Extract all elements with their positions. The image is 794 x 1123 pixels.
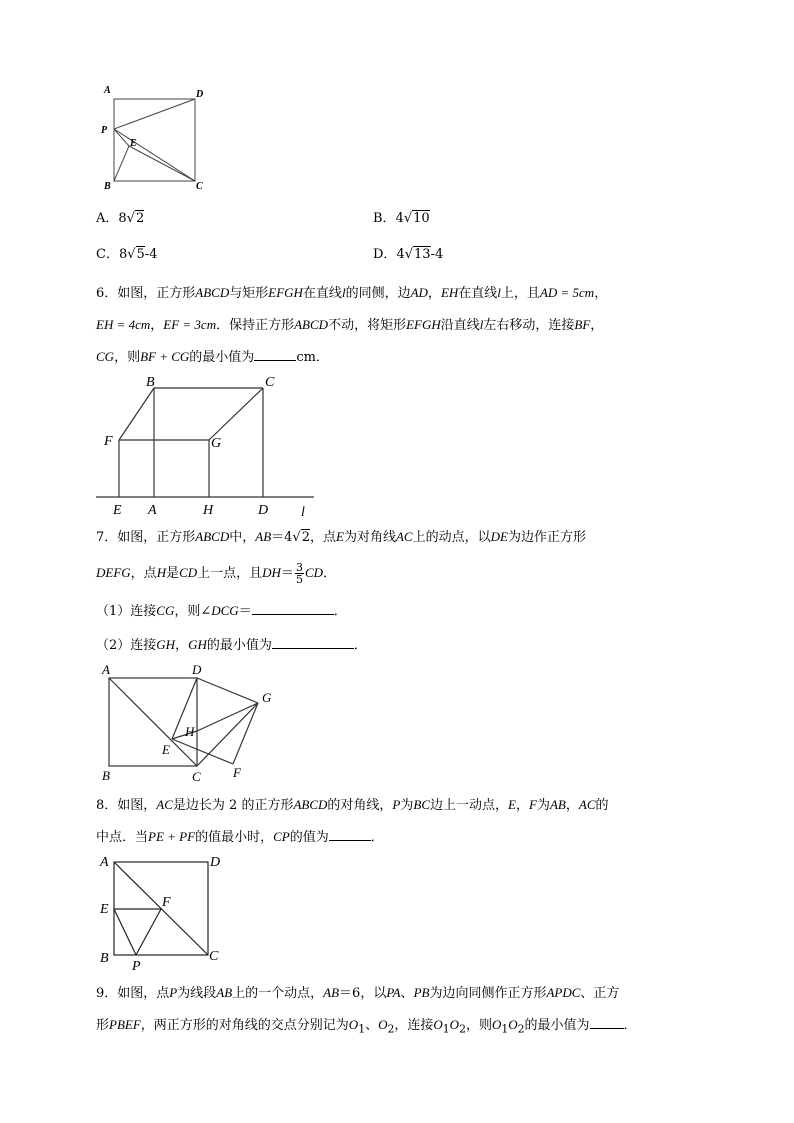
- q6-line-BF: [119, 388, 154, 440]
- q8-line-2: 中点．当PE + PF的值最小时，CP的值为 ．: [96, 829, 384, 845]
- q5-line-PC: [114, 129, 195, 181]
- q7-label-D: D: [192, 662, 202, 677]
- q6-label-l: l: [301, 505, 305, 520]
- q7-line-AC: [109, 678, 197, 766]
- q5-label-P: P: [101, 125, 108, 136]
- q6-line-CG: [209, 388, 263, 440]
- q9-answer-blank[interactable]: [590, 1016, 624, 1029]
- q7-sub-2: （2）连接GH，GH的最小值为 ．: [96, 637, 367, 653]
- q6-line-3: CG，则BF + CG的最小值为 cm．: [96, 349, 329, 365]
- q7-line-CG: [197, 703, 258, 766]
- q5-option-B: B．4√10: [373, 211, 430, 226]
- q7-answer-1-blank[interactable]: [252, 602, 334, 615]
- q5-line-BE: [114, 146, 129, 181]
- q7-label-G: G: [262, 690, 272, 705]
- q8-figure: [96, 852, 236, 972]
- q5-label-B: B: [104, 181, 111, 192]
- q5-line-PD: [114, 99, 195, 129]
- q7-label-B: B: [102, 768, 110, 783]
- q7-label-A: A: [102, 662, 110, 677]
- q7-label-C: C: [192, 769, 201, 784]
- q7-label-E: E: [162, 742, 170, 757]
- q5-label-A: A: [104, 85, 111, 96]
- q8-line-FP: [136, 909, 161, 955]
- q6-label-C: C: [265, 375, 275, 390]
- q7-label-H: H: [185, 724, 195, 739]
- q7-fraction: $\frac{3}{5}$: [295, 561, 303, 586]
- q5-figure: [96, 82, 216, 194]
- q5-label-E: E: [130, 138, 137, 149]
- q6-label-A: A: [148, 503, 157, 518]
- q7-line-1: 7．如图，正方形ABCD中，AB＝4√2，点E为对角线AC上的动点，以DE为边作正方形: [96, 529, 586, 545]
- q5-label-D: D: [196, 89, 204, 100]
- q5-label-C: C: [196, 181, 203, 192]
- q9-line-2: 形PBEF，两正方形的对角线的交点分别记为$O_1$、$O_2$，连接$O_1O_2$，则$O_1O_2$的最小值为 ．: [96, 1017, 637, 1036]
- q5-square: [114, 99, 195, 181]
- q7-label-F: F: [233, 765, 241, 780]
- q5-option-A: A．8√2: [96, 211, 145, 226]
- q8-answer-blank[interactable]: [329, 828, 371, 841]
- q8-label-C: C: [209, 949, 219, 964]
- q6-line-2: EH = 4cm，EF = 3cm．保持正方形ABCD不动，将矩形EFGH沿直线l左右移动，连接BF，: [96, 317, 604, 333]
- q6-label-D: D: [258, 503, 269, 518]
- q5-option-D: D．4√13-4: [373, 247, 444, 262]
- q5-line-EC: [129, 146, 195, 181]
- q8-label-F: F: [162, 895, 171, 910]
- q7-line-2: DEFG，点H是CD上一点，且DH＝ $\frac{3}{5}$ CD．: [96, 561, 337, 586]
- q6-label-E: E: [113, 503, 122, 518]
- q8-label-P: P: [132, 959, 141, 974]
- q6-label-G: G: [211, 436, 222, 451]
- q6-label-F: F: [104, 434, 113, 449]
- q7-figure: [96, 660, 296, 790]
- q7-line-DG: [197, 678, 258, 703]
- q6-figure: [96, 372, 336, 522]
- q6-line-1: 6．如图，正方形ABCD与矩形EFGH在直线l的同侧，边AD，EH在直线l上，且AD = 5cm，: [96, 285, 608, 301]
- q6-label-B: B: [146, 375, 155, 390]
- q8-label-A: A: [100, 855, 109, 870]
- q8-label-B: B: [100, 951, 109, 966]
- q5-option-C: C．8√5-4: [96, 247, 158, 262]
- q6-label-H: H: [203, 503, 214, 518]
- q8-line-EP: [114, 909, 136, 955]
- q8-label-E: E: [100, 902, 109, 917]
- q9-line-1: 9．如图，点P为线段AB上的一个动点，AB＝6，以PA、PB为边向同侧作正方形APDC、正方: [96, 985, 620, 1001]
- q6-answer-blank[interactable]: [254, 348, 296, 361]
- q8-label-D: D: [210, 855, 221, 870]
- q8-line-1: 8．如图，AC是边长为 2 的正方形ABCD的对角线，P为BC边上一动点，E，F为AB，AC的: [96, 797, 609, 813]
- q7-sub-1: （1）连接CG，则∠DCG＝ ．: [96, 603, 347, 619]
- q7-answer-2-blank[interactable]: [272, 636, 354, 649]
